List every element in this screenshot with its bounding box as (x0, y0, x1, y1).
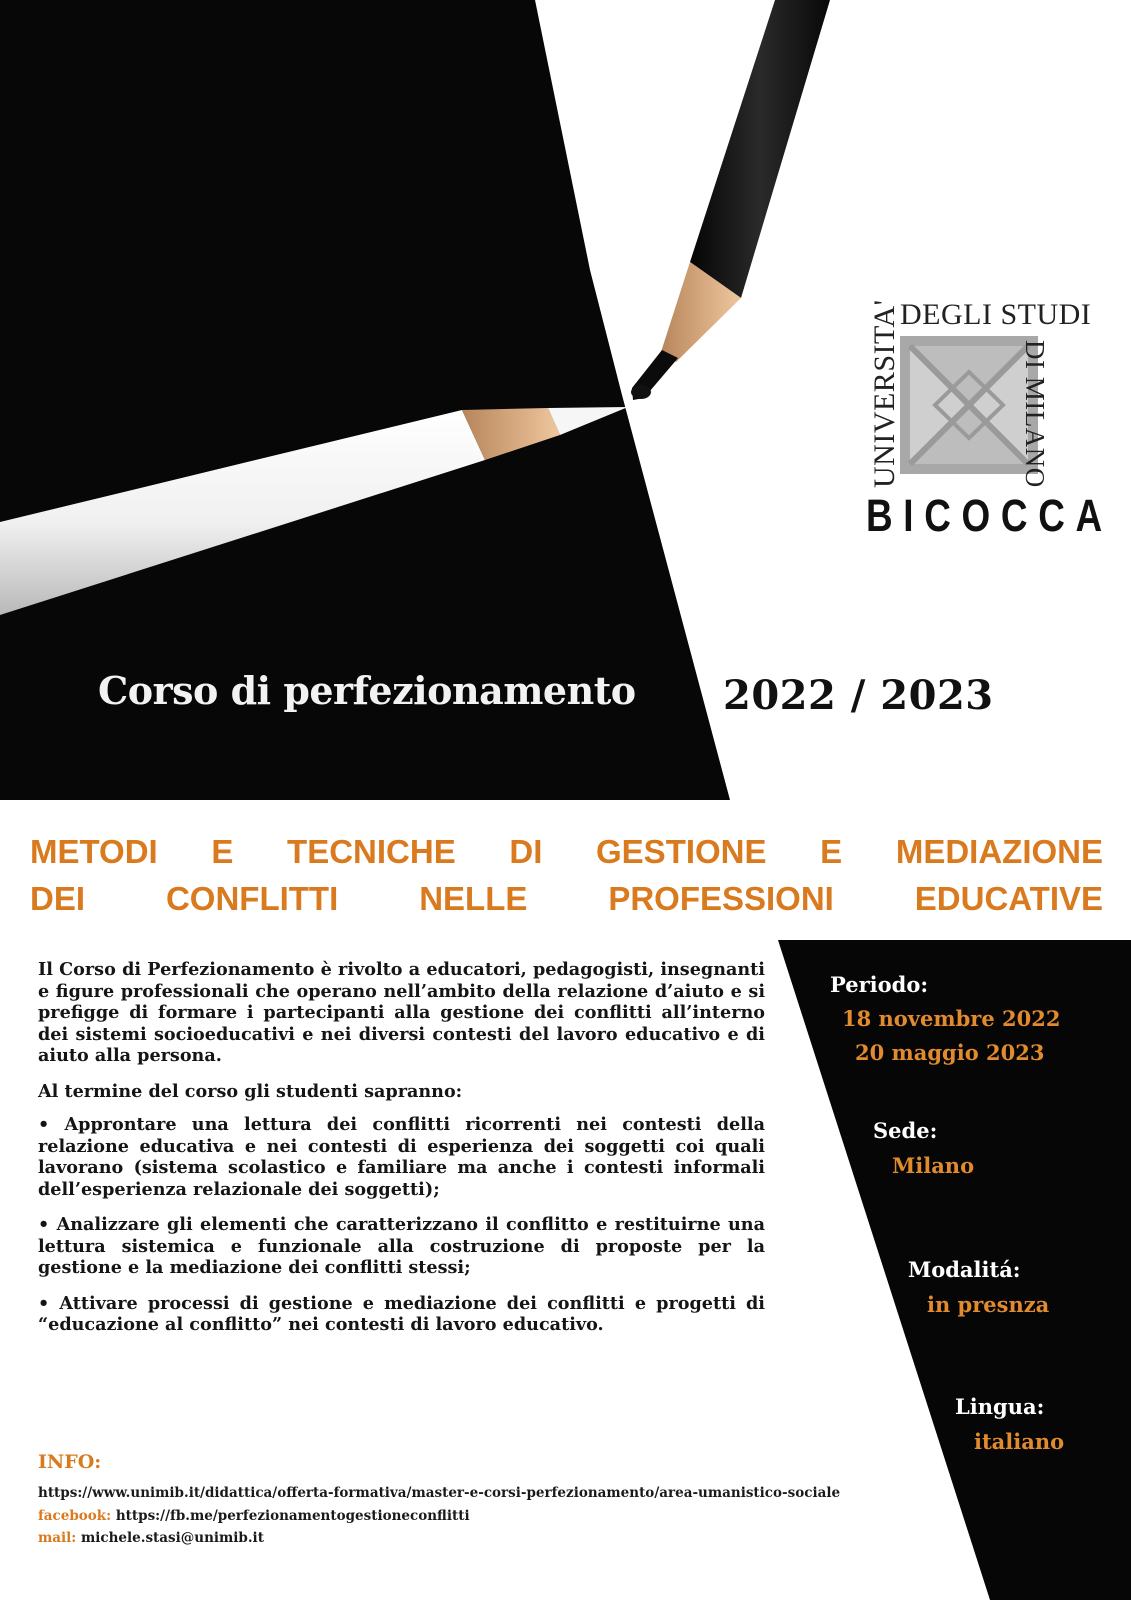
intro-paragraph: Il Corso di Perfezionamento è rivolto a educatori, pedagogisti, insegnanti e figure professionali che operano nell’ambito della relazione d’aiuto e si prefigge di formare i partecipanti alla gestione dei conflitti all’interno dei sistemi socioeducativi e nei diversi contesti del lavoro educativo e di aiuto alla persona. (38, 959, 765, 1066)
title-word: TECNICHE (287, 833, 456, 870)
website-url[interactable]: https://www.unimib.it/didattica/offerta-formativa/master-e-corsi-perfezionamento/area-umanistico-sociale (38, 1485, 841, 1501)
course-type-label: Corso di perfezionamento (98, 668, 636, 713)
period-start: 18 novembre 2022 (842, 1006, 1061, 1031)
location-value: Milano (892, 1153, 975, 1178)
logo-text-bicocca: BICOCCA (866, 490, 1113, 541)
logo-text-di-milano: DI MILANO (1020, 340, 1050, 488)
mode-value: in presnza (927, 1292, 1050, 1317)
logo-text-degli-studi: DEGLI STUDI (900, 298, 1092, 331)
location-label: Sede: (873, 1118, 938, 1143)
course-description (38, 959, 765, 1350)
outcomes-heading: Al termine del corso gli studenti sapranno: (38, 1080, 463, 1102)
language-value: italiano (974, 1429, 1065, 1454)
period-end: 20 maggio 2023 (855, 1040, 1045, 1065)
language-label: Lingua: (955, 1394, 1045, 1419)
outcome-bullet: • Attivare processi di gestione e mediazione dei conflitti e progetti di “educazione al conflitto” nei contesti di lavoro educativo. (38, 1292, 765, 1335)
title-word: EDUCATIVE (914, 880, 1104, 917)
website-link[interactable] (38, 1485, 840, 1501)
period-label: Periodo: (830, 972, 929, 997)
title-word: CONFLITTI (165, 880, 339, 917)
title-word: GESTIONE (596, 833, 767, 870)
course-title-line-2 (30, 880, 1103, 918)
logo-text-universita: UNIVERSITA' (868, 299, 901, 488)
mail-label: mail: (38, 1530, 77, 1546)
title-word: NELLE (419, 880, 528, 917)
title-word: METODI (30, 833, 158, 870)
black-pencil-illustration (631, 0, 830, 400)
mail-link[interactable]: michele.stasi@unimib.it (80, 1530, 264, 1546)
title-word: DI (509, 833, 543, 870)
facebook-link[interactable]: https://fb.me/perfezionamentogestioneconflitti (115, 1508, 470, 1524)
title-word: E (820, 833, 843, 870)
course-title-line-1 (30, 833, 1103, 871)
outcome-bullet: • Approntare una lettura dei conflitti ricorrenti nei contesti della relazione educativa e nei contesti di esperienza dei soggetti coi quali lavorano (sistema scolastico e familiare ma anche i contesti informali dell’esperienza relazionale dei soggetti); (38, 1114, 765, 1200)
info-heading: INFO: (38, 1451, 102, 1473)
title-word: DEI (30, 880, 86, 917)
title-word: PROFESSIONI (608, 880, 834, 917)
facebook-contact (38, 1508, 470, 1524)
mail-contact (38, 1530, 264, 1546)
facebook-label: facebook: (38, 1508, 112, 1524)
mode-label: Modalitá: (908, 1257, 1021, 1282)
academic-year: 2022 / 2023 (723, 672, 994, 719)
title-word: MEDIAZIONE (895, 833, 1103, 870)
outcome-bullet: • Analizzare gli elementi che caratterizzano il conflitto e restituirne una lettura sistemica e funzionale alla costruzione di proposte per la gestione e la mediazione dei conflitti stessi; (38, 1214, 765, 1278)
title-word: E (211, 833, 234, 870)
university-logo-mark (900, 336, 1038, 474)
